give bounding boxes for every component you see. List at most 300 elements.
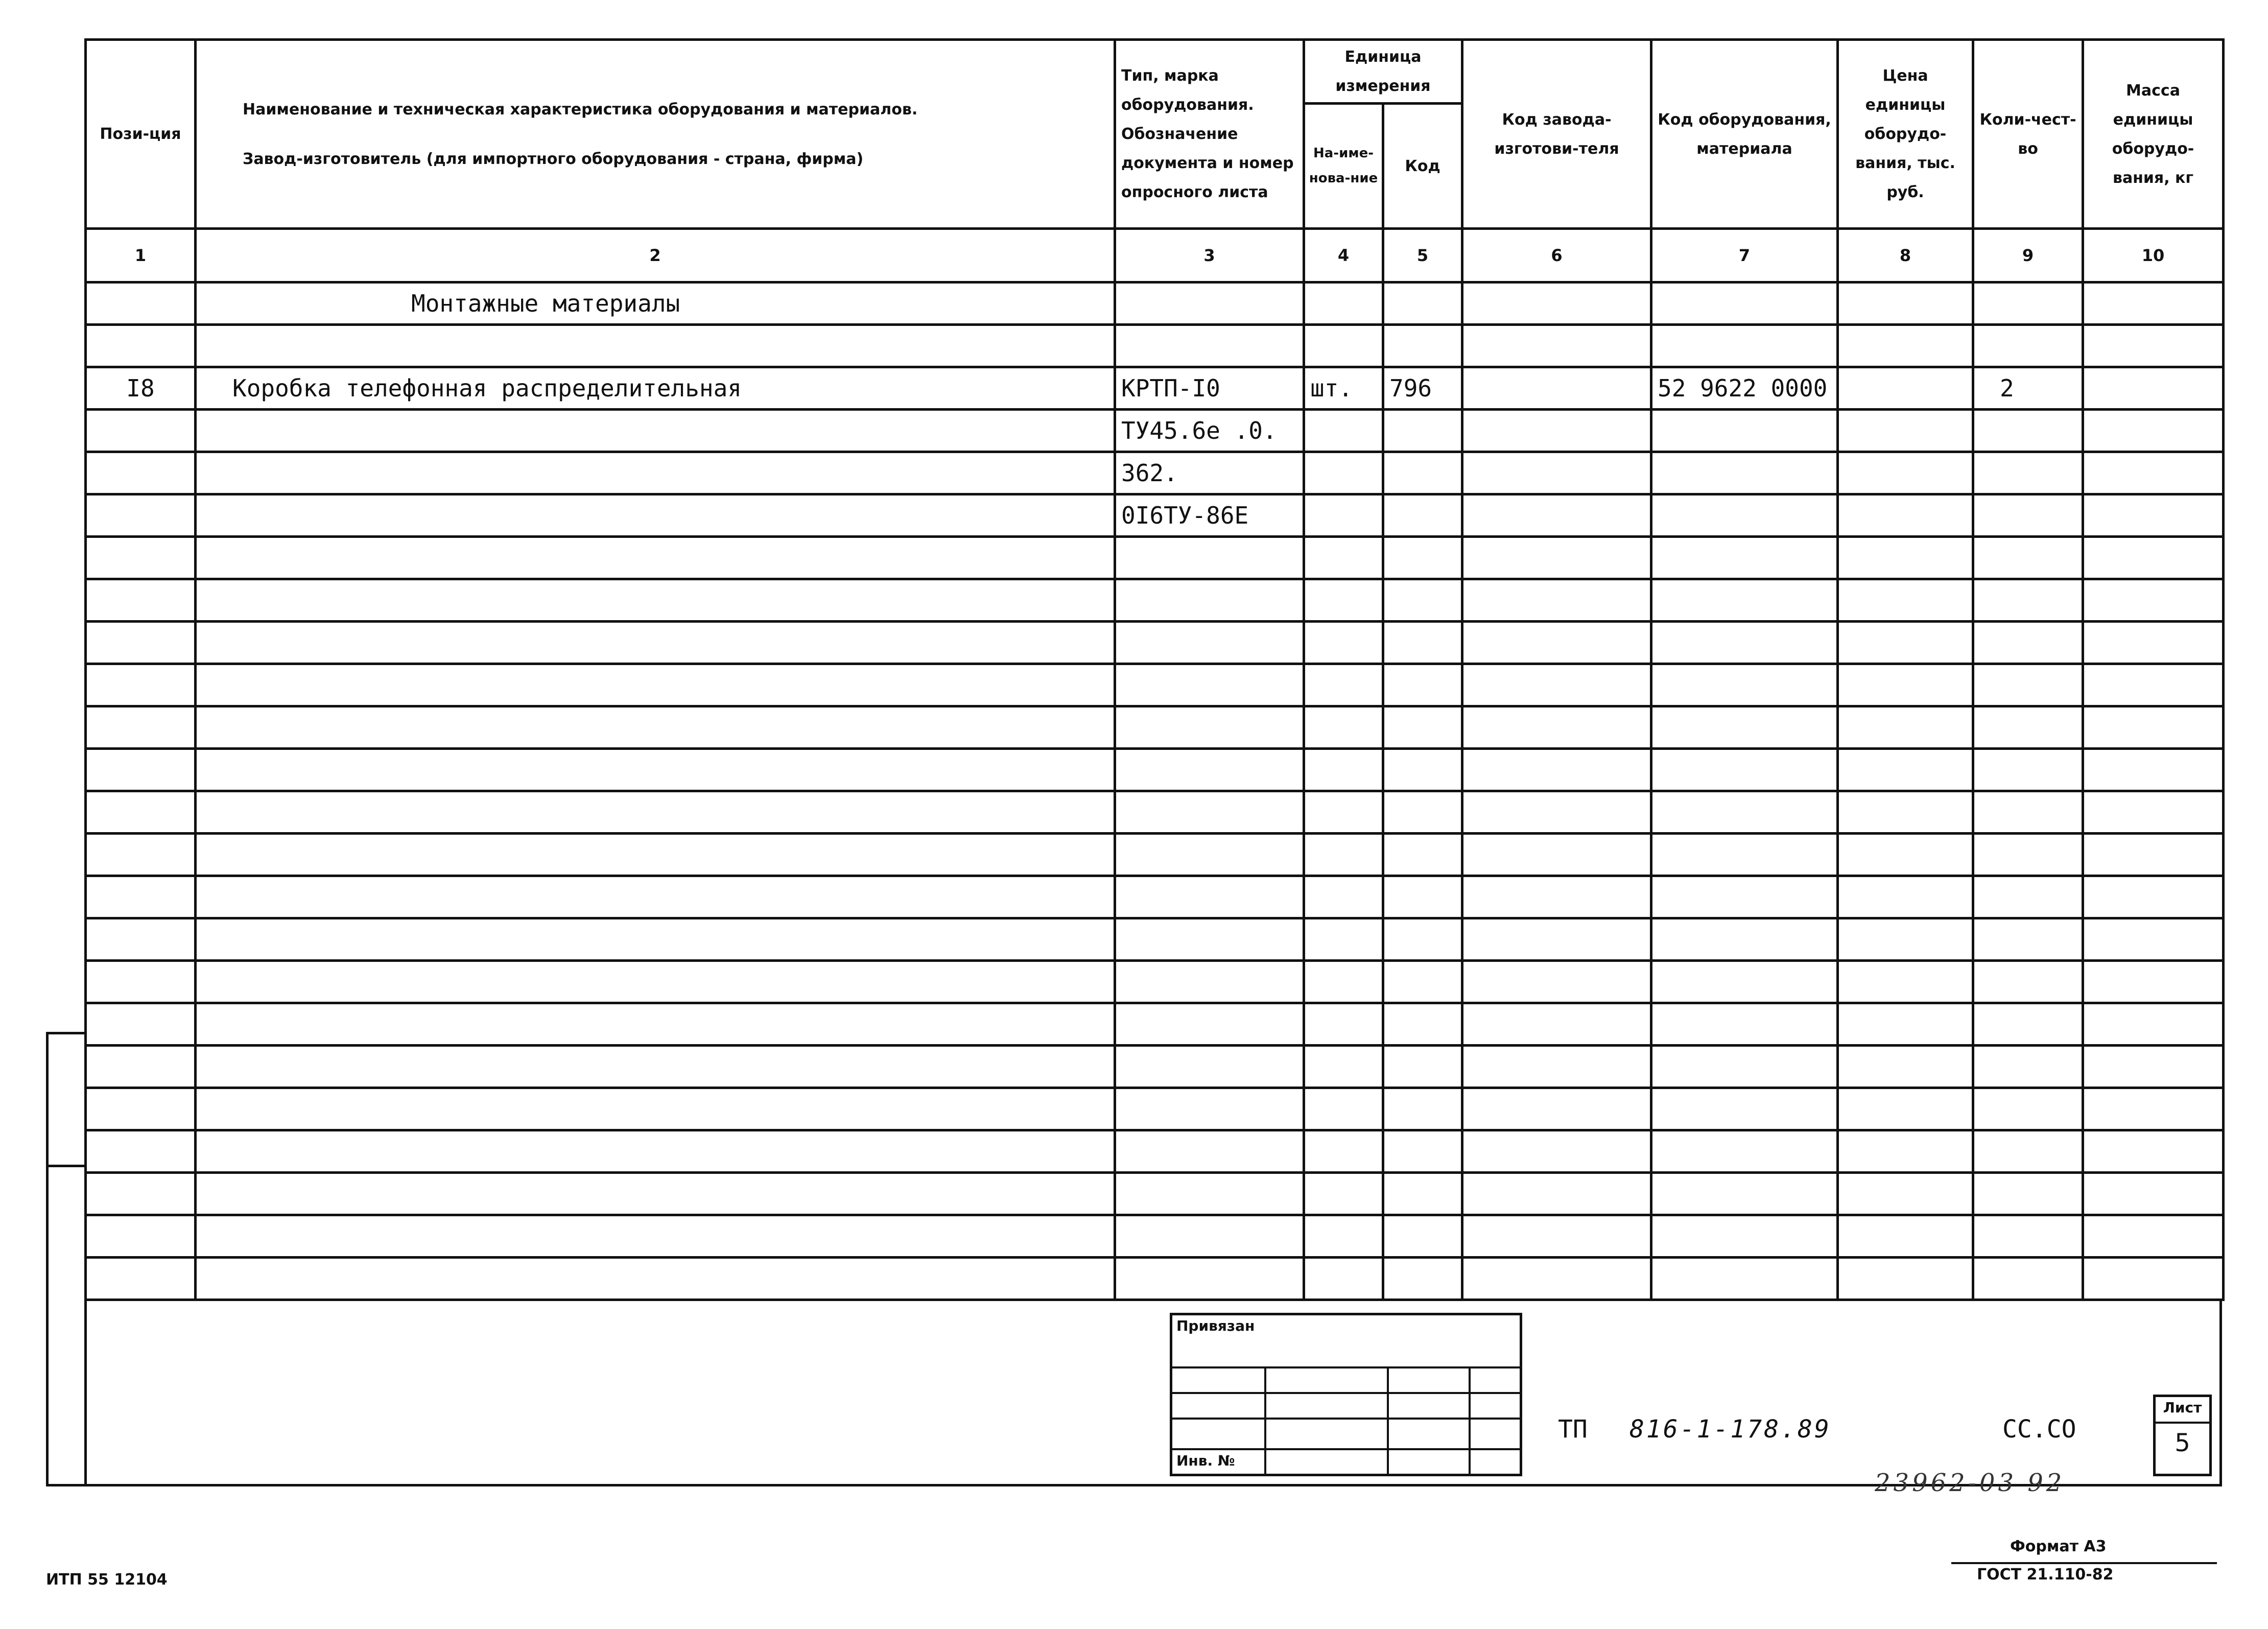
table-row bbox=[86, 706, 2224, 749]
table-row bbox=[86, 579, 2224, 622]
table-cell bbox=[1651, 961, 1838, 1003]
cell-plant-code bbox=[1462, 410, 1651, 452]
cell-unit-code: 796 bbox=[1383, 367, 1462, 410]
cell-unit-code bbox=[1383, 452, 1462, 494]
table-cell bbox=[1651, 537, 1838, 579]
column-number: 6 bbox=[1462, 229, 1651, 282]
table-cell bbox=[196, 1258, 1115, 1300]
table-cell bbox=[1838, 1046, 1973, 1088]
table-row bbox=[86, 494, 2224, 537]
cell-quantity: 2 bbox=[1973, 367, 2083, 410]
table-row bbox=[86, 325, 2224, 367]
table-cell bbox=[1462, 876, 1651, 918]
column-number: 7 bbox=[1651, 229, 1838, 282]
column-number-row bbox=[86, 229, 2224, 282]
table-cell bbox=[196, 1046, 1115, 1088]
table-row bbox=[86, 1046, 2224, 1088]
table-cell bbox=[1838, 791, 1973, 834]
cell-unit bbox=[1304, 410, 1383, 452]
cell-plant-code bbox=[1462, 367, 1651, 410]
table-row bbox=[86, 961, 2224, 1003]
cell-equipment-code bbox=[1651, 452, 1838, 494]
table-cell bbox=[1973, 622, 2083, 664]
header-position: Пози-ция bbox=[86, 40, 196, 229]
cell-type bbox=[1115, 325, 1304, 367]
table-cell bbox=[1304, 1130, 1383, 1173]
cell-unit bbox=[1304, 325, 1383, 367]
table-cell bbox=[1651, 1130, 1838, 1173]
table-cell bbox=[1651, 1046, 1838, 1088]
header-name-line2: Завод-изготовитель (для импортного оборудования - страна, фирма) bbox=[243, 150, 864, 168]
table-cell bbox=[1973, 1258, 2083, 1300]
table-cell bbox=[1462, 1130, 1651, 1173]
table-cell bbox=[1115, 749, 1304, 791]
table-cell bbox=[2083, 1215, 2224, 1258]
table-cell bbox=[1462, 1173, 1651, 1215]
table-cell bbox=[1462, 1258, 1651, 1300]
table-cell bbox=[1973, 664, 2083, 706]
table-cell bbox=[1115, 1046, 1304, 1088]
cell-name bbox=[196, 325, 1115, 367]
table-cell bbox=[2083, 1003, 2224, 1046]
table-cell bbox=[86, 622, 196, 664]
handwritten-note: 23962-03 92 bbox=[1875, 1469, 2065, 1497]
table-cell bbox=[2083, 1088, 2224, 1130]
sheet-label: Лист bbox=[2163, 1399, 2202, 1416]
table-cell bbox=[1651, 664, 1838, 706]
table-cell bbox=[196, 1088, 1115, 1130]
cell-price bbox=[1838, 410, 1973, 452]
table-cell bbox=[1462, 1046, 1651, 1088]
sheet-box-line bbox=[2156, 1422, 2209, 1424]
table-cell bbox=[1973, 791, 2083, 834]
table-cell bbox=[1383, 961, 1462, 1003]
table-cell bbox=[1838, 1215, 1973, 1258]
cell-position bbox=[86, 325, 196, 367]
column-number: 1 bbox=[86, 229, 196, 282]
table-cell bbox=[1651, 834, 1838, 876]
table-cell bbox=[1651, 1003, 1838, 1046]
table-cell bbox=[2083, 1258, 2224, 1300]
table-cell bbox=[1462, 961, 1651, 1003]
table-cell bbox=[1383, 664, 1462, 706]
table-cell bbox=[1973, 1130, 2083, 1173]
column-number: 8 bbox=[1838, 229, 1973, 282]
stamp-line bbox=[1172, 1366, 1520, 1368]
table-cell bbox=[86, 961, 196, 1003]
cell-name bbox=[196, 410, 1115, 452]
table-cell bbox=[1651, 791, 1838, 834]
table-cell bbox=[196, 918, 1115, 961]
table-cell bbox=[1973, 537, 2083, 579]
specification-table bbox=[84, 38, 2225, 1301]
column-number: 10 bbox=[2083, 229, 2224, 282]
table-cell bbox=[1651, 918, 1838, 961]
table-cell bbox=[1304, 749, 1383, 791]
table-cell bbox=[1462, 749, 1651, 791]
table-cell bbox=[1973, 1173, 2083, 1215]
gost-label: ГОСТ 21.110-82 bbox=[1977, 1566, 2114, 1584]
header-price: Цена единицы оборудо-вания, тыс. руб. bbox=[1838, 40, 1973, 229]
table-cell bbox=[1304, 918, 1383, 961]
table-cell bbox=[86, 1003, 196, 1046]
cell-quantity bbox=[1973, 452, 2083, 494]
left-margin-divider bbox=[46, 1165, 84, 1167]
table-cell bbox=[1838, 622, 1973, 664]
table-cell bbox=[1383, 1258, 1462, 1300]
table-cell bbox=[1973, 834, 2083, 876]
table-cell bbox=[2083, 706, 2224, 749]
cell-price bbox=[1838, 367, 1973, 410]
cell-unit-code bbox=[1383, 282, 1462, 325]
table-cell bbox=[1973, 579, 2083, 622]
table-cell bbox=[196, 876, 1115, 918]
table-cell bbox=[2083, 1173, 2224, 1215]
table-cell bbox=[196, 1173, 1115, 1215]
table-cell bbox=[1304, 791, 1383, 834]
table-cell bbox=[1304, 1003, 1383, 1046]
table-cell bbox=[1383, 1088, 1462, 1130]
table-cell bbox=[1115, 1173, 1304, 1215]
header-unit-code: Код bbox=[1383, 104, 1462, 229]
cell-name bbox=[196, 452, 1115, 494]
header-name-line1: Наименование и техническая характеристика оборудования и материалов. bbox=[243, 100, 918, 119]
cell-type: 0I6ТУ-86Е bbox=[1115, 494, 1304, 537]
table-cell bbox=[196, 749, 1115, 791]
cell-mass bbox=[2083, 494, 2224, 537]
table-cell bbox=[1115, 791, 1304, 834]
table-cell bbox=[1462, 1088, 1651, 1130]
cell-plant-code bbox=[1462, 452, 1651, 494]
table-row bbox=[86, 1130, 2224, 1173]
table-row bbox=[86, 367, 2224, 410]
table-row bbox=[86, 1215, 2224, 1258]
table-cell bbox=[1115, 961, 1304, 1003]
table-cell bbox=[196, 706, 1115, 749]
table-row bbox=[86, 452, 2224, 494]
table-cell bbox=[1383, 706, 1462, 749]
document-code: СС.СО bbox=[2002, 1415, 2076, 1444]
table-row bbox=[86, 1088, 2224, 1130]
table-cell bbox=[1304, 1258, 1383, 1300]
table-cell bbox=[1973, 1003, 2083, 1046]
table-cell bbox=[1651, 749, 1838, 791]
table-cell bbox=[1651, 1088, 1838, 1130]
stamp-line bbox=[1264, 1366, 1266, 1474]
table-cell bbox=[1462, 791, 1651, 834]
table-cell bbox=[1838, 1130, 1973, 1173]
table-cell bbox=[1304, 876, 1383, 918]
attachment-stamp bbox=[1170, 1313, 1522, 1476]
table-row bbox=[86, 1003, 2224, 1046]
cell-mass bbox=[2083, 325, 2224, 367]
table-cell bbox=[1651, 579, 1838, 622]
table-cell bbox=[1383, 1003, 1462, 1046]
table-cell bbox=[1973, 1088, 2083, 1130]
table-cell bbox=[1838, 961, 1973, 1003]
table-cell bbox=[1973, 1215, 2083, 1258]
table-cell bbox=[196, 1130, 1115, 1173]
table-cell bbox=[1973, 749, 2083, 791]
cell-position bbox=[86, 494, 196, 537]
cell-unit-code bbox=[1383, 494, 1462, 537]
header-quantity: Коли-чест-во bbox=[1973, 40, 2083, 229]
header-mass: Масса единицы оборудо-вания, кг bbox=[2083, 40, 2224, 229]
table-cell bbox=[86, 1258, 196, 1300]
table-cell bbox=[2083, 1130, 2224, 1173]
table-cell bbox=[196, 961, 1115, 1003]
table-cell bbox=[1304, 579, 1383, 622]
cell-price bbox=[1838, 325, 1973, 367]
cell-position bbox=[86, 282, 196, 325]
cell-name bbox=[196, 494, 1115, 537]
table-cell bbox=[1462, 622, 1651, 664]
table-cell bbox=[86, 664, 196, 706]
table-row bbox=[86, 791, 2224, 834]
table-row bbox=[86, 282, 2224, 325]
table-row bbox=[86, 622, 2224, 664]
table-cell bbox=[2083, 791, 2224, 834]
table-cell bbox=[1304, 622, 1383, 664]
table-cell bbox=[86, 1088, 196, 1130]
cell-unit bbox=[1304, 494, 1383, 537]
table-cell bbox=[1383, 791, 1462, 834]
cell-plant-code bbox=[1462, 282, 1651, 325]
table-cell bbox=[1115, 622, 1304, 664]
empty-rows bbox=[86, 537, 2224, 1300]
table-cell bbox=[1115, 1088, 1304, 1130]
cell-plant-code bbox=[1462, 494, 1651, 537]
cell-type: ТУ45.6е .0. bbox=[1115, 410, 1304, 452]
table-cell bbox=[1115, 1130, 1304, 1173]
table-cell bbox=[1838, 876, 1973, 918]
table-cell bbox=[196, 791, 1115, 834]
table-cell bbox=[1838, 1003, 1973, 1046]
cell-price bbox=[1838, 282, 1973, 325]
table-cell bbox=[1115, 1003, 1304, 1046]
table-cell bbox=[196, 1003, 1115, 1046]
table-cell bbox=[86, 1046, 196, 1088]
section-heading: Монтажные материалы bbox=[196, 282, 1115, 325]
cell-mass bbox=[2083, 367, 2224, 410]
cell-equipment-code bbox=[1651, 325, 1838, 367]
table-cell bbox=[1383, 918, 1462, 961]
table-cell bbox=[1115, 664, 1304, 706]
table-cell bbox=[1304, 1088, 1383, 1130]
cell-type: 362. bbox=[1115, 452, 1304, 494]
table-cell bbox=[1462, 664, 1651, 706]
table-row bbox=[86, 410, 2224, 452]
document-series: ТП bbox=[1558, 1415, 1588, 1444]
header-equipment-code: Код оборудования, материала bbox=[1651, 40, 1838, 229]
table-cell bbox=[1838, 749, 1973, 791]
table-row bbox=[86, 1258, 2224, 1300]
column-number: 4 bbox=[1304, 229, 1383, 282]
table-cell bbox=[1383, 876, 1462, 918]
table-cell bbox=[1115, 1258, 1304, 1300]
cell-type bbox=[1115, 282, 1304, 325]
table-cell bbox=[86, 791, 196, 834]
table-cell bbox=[1304, 706, 1383, 749]
table-cell bbox=[1462, 834, 1651, 876]
cell-name: Коробка телефонная распределительная bbox=[196, 367, 1115, 410]
table-cell bbox=[1115, 876, 1304, 918]
table-cell bbox=[1651, 1258, 1838, 1300]
table-cell bbox=[1115, 1215, 1304, 1258]
cell-unit-code bbox=[1383, 410, 1462, 452]
table-cell bbox=[1115, 579, 1304, 622]
stamp-line bbox=[1387, 1366, 1389, 1474]
stamp-line bbox=[1469, 1366, 1471, 1474]
cell-equipment-code: 52 9622 0000 bbox=[1651, 367, 1838, 410]
table-cell bbox=[2083, 537, 2224, 579]
column-number: 3 bbox=[1115, 229, 1304, 282]
table-cell bbox=[1838, 537, 1973, 579]
table-cell bbox=[1838, 1173, 1973, 1215]
table-cell bbox=[1973, 876, 2083, 918]
table-cell bbox=[86, 918, 196, 961]
table-cell bbox=[1973, 706, 2083, 749]
table-cell bbox=[1973, 1046, 2083, 1088]
table-row bbox=[86, 876, 2224, 918]
table-cell bbox=[1304, 664, 1383, 706]
stamp-attached-label: Привязан bbox=[1176, 1317, 1255, 1334]
cell-equipment-code bbox=[1651, 494, 1838, 537]
table-cell bbox=[1838, 918, 1973, 961]
document-number: 816-1-178.89 bbox=[1629, 1415, 1831, 1444]
cell-unit bbox=[1304, 452, 1383, 494]
table-cell bbox=[196, 1215, 1115, 1258]
table-cell bbox=[1383, 622, 1462, 664]
bottom-frame bbox=[84, 1300, 2222, 1486]
table-cell bbox=[2083, 664, 2224, 706]
table-cell bbox=[1304, 961, 1383, 1003]
cell-unit-code bbox=[1383, 325, 1462, 367]
table-cell bbox=[196, 834, 1115, 876]
cell-price bbox=[1838, 494, 1973, 537]
column-number: 5 bbox=[1383, 229, 1462, 282]
table-cell bbox=[1651, 706, 1838, 749]
table-cell bbox=[1383, 1173, 1462, 1215]
header-plant-code: Код завода-изготови-теля bbox=[1462, 40, 1651, 229]
table-row bbox=[86, 1173, 2224, 1215]
table-cell bbox=[1462, 1215, 1651, 1258]
table-cell bbox=[1383, 1046, 1462, 1088]
cell-quantity bbox=[1973, 325, 2083, 367]
table-cell bbox=[1838, 706, 1973, 749]
table-cell bbox=[1383, 1215, 1462, 1258]
cell-position: I8 bbox=[86, 367, 196, 410]
cell-mass bbox=[2083, 452, 2224, 494]
table-cell bbox=[86, 1173, 196, 1215]
table-cell bbox=[1973, 918, 2083, 961]
table-cell bbox=[1838, 579, 1973, 622]
cell-plant-code bbox=[1462, 325, 1651, 367]
table-cell bbox=[86, 834, 196, 876]
column-number: 9 bbox=[1973, 229, 2083, 282]
table-cell bbox=[1462, 706, 1651, 749]
cell-quantity bbox=[1973, 494, 2083, 537]
stamp-inventory-label: Инв. № bbox=[1176, 1452, 1235, 1469]
table-cell bbox=[86, 706, 196, 749]
stamp-line bbox=[1172, 1418, 1520, 1420]
table-row bbox=[86, 537, 2224, 579]
table-cell bbox=[1115, 537, 1304, 579]
table-row bbox=[86, 834, 2224, 876]
cell-mass bbox=[2083, 410, 2224, 452]
table-cell bbox=[196, 664, 1115, 706]
table-cell bbox=[1651, 622, 1838, 664]
cell-price bbox=[1838, 452, 1973, 494]
table-cell bbox=[1304, 834, 1383, 876]
header-unit-name: На-име-нова-ние bbox=[1304, 104, 1383, 229]
table-cell bbox=[1462, 918, 1651, 961]
header-name bbox=[196, 40, 1115, 229]
table-cell bbox=[1651, 1173, 1838, 1215]
cell-equipment-code bbox=[1651, 410, 1838, 452]
table-cell bbox=[1304, 537, 1383, 579]
cell-equipment-code bbox=[1651, 282, 1838, 325]
table-cell bbox=[196, 622, 1115, 664]
table-cell bbox=[1838, 664, 1973, 706]
table-cell bbox=[1651, 876, 1838, 918]
table-cell bbox=[86, 1130, 196, 1173]
header-unit-group: Единица измерения bbox=[1304, 40, 1462, 104]
table-cell bbox=[1304, 1215, 1383, 1258]
table-cell bbox=[1651, 1215, 1838, 1258]
table-row bbox=[86, 664, 2224, 706]
table-cell bbox=[1115, 706, 1304, 749]
cell-quantity bbox=[1973, 410, 2083, 452]
table-cell bbox=[1838, 1088, 1973, 1130]
table-cell bbox=[2083, 749, 2224, 791]
table-cell bbox=[2083, 579, 2224, 622]
table-row bbox=[86, 749, 2224, 791]
stamp-line bbox=[1172, 1448, 1520, 1450]
cell-mass bbox=[2083, 282, 2224, 325]
header-type: Тип, марка оборудования. Обозначение документа и номер опросного листа bbox=[1115, 40, 1304, 229]
table-cell bbox=[2083, 918, 2224, 961]
cell-position bbox=[86, 452, 196, 494]
left-margin-frame bbox=[46, 1032, 84, 1486]
table-cell bbox=[1383, 1130, 1462, 1173]
stamp-line bbox=[1172, 1392, 1520, 1394]
table-cell bbox=[1383, 834, 1462, 876]
table-cell bbox=[1462, 579, 1651, 622]
table-cell bbox=[1383, 537, 1462, 579]
table-cell bbox=[1115, 834, 1304, 876]
table-cell bbox=[86, 537, 196, 579]
cell-position bbox=[86, 410, 196, 452]
table-cell bbox=[86, 876, 196, 918]
table-cell bbox=[1304, 1173, 1383, 1215]
table-cell bbox=[1383, 579, 1462, 622]
cell-unit: шт. bbox=[1304, 367, 1383, 410]
table-cell bbox=[2083, 622, 2224, 664]
table-cell bbox=[2083, 961, 2224, 1003]
table-cell bbox=[196, 579, 1115, 622]
table-cell bbox=[1462, 537, 1651, 579]
table-cell bbox=[1304, 1046, 1383, 1088]
table-cell bbox=[2083, 834, 2224, 876]
registry-number: ИТП 55 12104 bbox=[46, 1571, 168, 1589]
table-row bbox=[86, 918, 2224, 961]
table-cell bbox=[86, 749, 196, 791]
sheet-number-box bbox=[2153, 1395, 2212, 1476]
column-number: 2 bbox=[196, 229, 1115, 282]
table-cell bbox=[1115, 918, 1304, 961]
cell-type: КРТП-I0 bbox=[1115, 367, 1304, 410]
